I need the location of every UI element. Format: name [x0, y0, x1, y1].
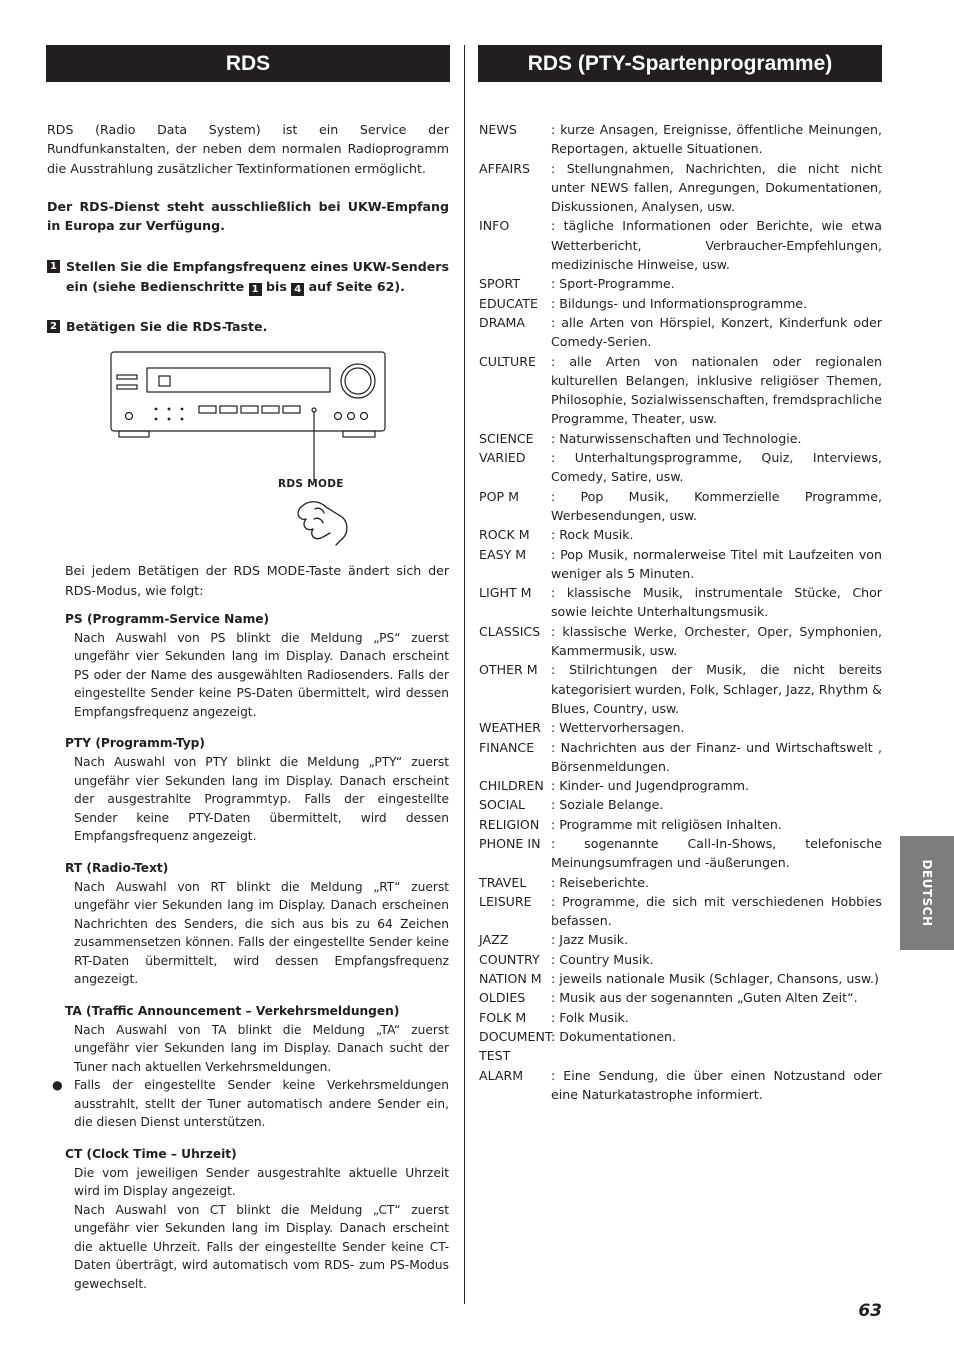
receiver-illustration — [47, 347, 449, 561]
pty-item — [479, 873, 882, 892]
pty-code: TRAVEL — [479, 874, 527, 890]
pty-description: : kurze Ansagen, Ereignisse, öffentliche Meinungen, Reportagen, aktuelle Situationen. — [551, 122, 882, 157]
pty-item — [479, 120, 882, 159]
step-2 — [47, 317, 449, 336]
pty-item — [479, 487, 882, 526]
pty-description: : sogenannte Call-In-Shows, telefonische Meinungsumfragen und -äußerungen. — [551, 835, 882, 871]
pty-item — [479, 1066, 882, 1105]
pty-code: VARIED — [479, 450, 526, 466]
column-divider — [464, 45, 465, 1304]
pty-item — [479, 1027, 882, 1046]
pty-description: : Reiseberichte. — [551, 874, 650, 890]
pty-description: : jeweils nationale Musik (Schlager, Chansons, usw.) — [551, 971, 879, 987]
pty-item — [479, 988, 882, 1007]
receiver-drawing — [47, 347, 449, 561]
intro-paragraph: RDS (Radio Data System) ist ein Service der Rundfunkanstalten, der neben dem normalen Radioprogramm die Ausstrahlung zusätzlicher Textinformationen ermöglicht. — [47, 122, 449, 176]
pty-code: POP M — [479, 488, 519, 504]
hand-icon — [298, 502, 347, 545]
language-tab-label: DEUTSCH — [920, 859, 934, 927]
pty-code: WEATHER — [479, 720, 541, 736]
pty-description: : Programme mit religiösen Inhalten. — [551, 816, 782, 832]
bullet-icon: ● — [52, 1078, 63, 1093]
pty-item — [479, 274, 882, 293]
pty-description — [551, 1046, 882, 1065]
pty-code: OLDIES — [479, 990, 526, 1006]
pty-description: : Country Musik. — [551, 951, 654, 967]
pty-item — [479, 313, 882, 352]
pty-list — [479, 120, 882, 1104]
pty-description: : Folk Musik. — [551, 1009, 629, 1025]
pty-item — [479, 622, 882, 661]
pty-code: ALARM — [479, 1067, 524, 1083]
pty-description: : Naturwissenschaften und Technologie. — [551, 430, 802, 446]
pty-item — [479, 1046, 882, 1065]
pty-item — [479, 1008, 882, 1027]
pty-code: DOCUMENT — [479, 1028, 553, 1044]
step-2-text: Betätigen Sie die RDS-Taste. — [66, 319, 268, 335]
pty-description: : Stilrichtungen der Musik, die nicht bereits kategorisiert wurden, Folk, Schlager, Jazz, Rhythm & Blues, Country, usw. — [551, 662, 882, 716]
pty-code: CHILDREN — [479, 778, 544, 794]
pty-item — [479, 159, 882, 217]
mode-description: Nach Auswahl von PTY blinkt die Meldung „PTY“ zuerst ungefähr vier Sekunden lang im Display. Danach erscheint der ausgestrahlte Programmtyp. Falls der eingestellte Sender keine PTY-Daten übermittelt, wird dessen Empfangsfrequenz angezeigt. — [74, 755, 449, 844]
pty-description: : Jazz Musik. — [551, 932, 629, 948]
pty-description: : Pop Musik, Kommerzielle Programme, Werbesendungen, usw. — [551, 488, 882, 523]
mode-description: Nach Auswahl von TA blinkt die Meldung „TA“ zuerst ungefähr vier Sekunden lang im Display. Danach sucht der Tuner nach aktuellen Verkehrsmeldungen. — [74, 1022, 449, 1074]
pty-description: : Stellungnahmen, Nachrichten, die nicht nicht unter NEWS fallen, Anregungen, Dokumentationen, Diskussionen, Analysen, usw. — [551, 160, 882, 215]
section-title-pty: RDS (PTY-Spartenprogramme) — [478, 45, 882, 82]
pty-code: NATION M — [479, 971, 542, 987]
pty-code: FINANCE — [479, 739, 535, 755]
pty-code: INFO — [479, 218, 510, 234]
pty-code: SOCIAL — [479, 797, 526, 813]
mode-title: PS (Programm-Service Name) — [65, 611, 270, 626]
pty-description: : Pop Musik, normalerweise Titel mit Laufzeiten von weniger als 5 Minuten. — [551, 546, 882, 581]
pty-code: ROCK M — [479, 527, 530, 543]
mode-ct — [65, 1145, 449, 1294]
pty-description: : Kinder- und Jugendprogramm. — [551, 778, 750, 794]
pty-description: : Musik aus der sogenannten „Guten Alten Zeit“. — [551, 990, 858, 1006]
mode-title: CT (Clock Time – Uhrzeit) — [65, 1146, 237, 1161]
pty-code: AFFAIRS — [479, 160, 531, 176]
pty-description: : Eine Sendung, die über einen Notzustand oder eine Naturkatastrophe informiert. — [551, 1067, 882, 1102]
pty-item — [479, 834, 882, 873]
pty-code: OTHER M — [479, 662, 538, 678]
pty-code: NEWS — [479, 122, 517, 137]
pty-code: SCIENCE — [479, 430, 534, 446]
pty-item — [479, 660, 882, 718]
section-title-rds: RDS — [46, 45, 450, 82]
pty-item — [479, 718, 882, 737]
pty-code: CLASSICS — [479, 623, 541, 639]
pty-code: JAZZ — [479, 932, 509, 948]
mode-description: Nach Auswahl von RT blinkt die Meldung „RT“ zuerst ungefähr vier Sekunden lang im Display. Danach erscheinen Nachrichten des Senders, die sich aus bis zu 64 Zeichen zusammensetzen können. Falls der eingestellte Sender keine RT-Daten übermittelt, wird dessen Empfangsfrequenz angezeigt. — [74, 879, 449, 987]
pty-description: : Soziale Belange. — [551, 797, 664, 813]
pty-item — [479, 930, 882, 949]
bullet-note — [52, 1076, 449, 1132]
pty-description: : Dokumentationen. — [551, 1028, 677, 1044]
step-number: 1 — [47, 260, 60, 273]
pty-item — [479, 545, 882, 584]
pty-code: DRAMA — [479, 314, 526, 330]
bullet-text: Falls der eingestellte Sender keine Verkehrsmeldungen ausstrahlt, stellt der Tuner automatisch andere Sender ein, die diesen Dienst unterstützen. — [74, 1078, 449, 1130]
rds-mode-label: RDS MODE — [278, 478, 344, 491]
pty-item — [479, 892, 882, 931]
pty-item — [479, 352, 882, 429]
pty-description: : tägliche Informationen oder Berichte, wie etwa Wetterbericht, Verbraucher-Empfehlungen, medizinische Hinweise, usw. — [551, 218, 882, 273]
pty-item — [479, 815, 882, 834]
pty-description: : alle Arten von nationalen oder regionalen kulturellen Belangen, inklusive religiöser Themen, Philosophie, Sozialwissenschaften, fremdsprachliche Programme, Theater, usw. — [551, 353, 882, 427]
pty-code: SPORT — [479, 276, 521, 292]
modes-intro: Bei jedem Betätigen der RDS MODE-Taste ändert sich der RDS-Modus, wie folgt: — [65, 563, 449, 598]
pty-description: : Sport-Programme. — [551, 276, 675, 292]
pty-item — [479, 429, 882, 448]
mode-title: RT (Radio-Text) — [65, 860, 169, 875]
pty-description: : Nachrichten aus der Finanz- und Wirtschaftswelt , Börsenmeldungen. — [551, 739, 882, 774]
pty-item — [479, 738, 882, 777]
mode-title: TA (Traffic Announcement – Verkehrsmeldungen) — [65, 1003, 400, 1018]
mode-description: Die vom jeweiligen Sender ausgestrahlte aktuelle Uhrzeit wird im Display angezeigt. — [74, 1165, 449, 1199]
pty-item — [479, 294, 882, 313]
pty-item — [479, 969, 882, 988]
page-number: 63 — [858, 1301, 882, 1321]
pty-code: TEST — [479, 1048, 511, 1064]
step-ref-badge: 1 — [249, 283, 262, 296]
pty-code: FOLK M — [479, 1009, 527, 1025]
pty-item — [479, 525, 882, 544]
mode-pty — [65, 734, 449, 846]
pty-code: LEISURE — [479, 893, 532, 909]
mode-ps — [65, 610, 449, 722]
pty-code: PHONE IN — [479, 835, 541, 851]
pty-description: : klassische Werke, Orchester, Oper, Symphonien, Kammermusik, usw. — [551, 623, 882, 659]
mode-description: Nach Auswahl von PS blinkt die Meldung „PS“ zuerst ungefähr vier Sekunden lang im Display. Danach erscheint PS oder der Name des ausgewählten Radiosenders. Falls der eingestellte Sender keine PS-Daten übermittelt, wird dessen Empfangsfrequenz angezeigt. — [74, 630, 449, 719]
pty-description: : Bildungs- und Informationsprogramme. — [551, 295, 808, 311]
mode-rt — [65, 859, 449, 989]
pty-description: : Programme, die sich mit verschiedenen Hobbies befassen. — [551, 893, 882, 929]
language-tab — [900, 836, 954, 950]
pty-code: LIGHT M — [479, 585, 532, 601]
left-column — [47, 120, 449, 1306]
mode-description-2: Nach Auswahl von CT blinkt die Meldung „CT“ zuerst ungefähr vier Sekunden lang im Display. Danach erscheint die aktuelle Uhrzeit. Falls der eingestellte Sender keine CT-Daten überträgt, wird automatisch vom RDS- zum PS-Modus gewechselt. — [74, 1202, 449, 1291]
pty-code: EDUCATE — [479, 295, 538, 311]
pty-item — [479, 950, 882, 969]
step-1-text: Stellen Sie die Empfangsfrequenz eines UKW-Senders ein (siehe Bedienschritte 1 bis 4 auf Seite 62). — [66, 259, 449, 295]
pty-description: : Unterhaltungsprogramme, Quiz, Interviews, Comedy, Satire, usw. — [551, 450, 882, 485]
step-ref-badge: 4 — [291, 283, 304, 296]
pty-item — [479, 776, 882, 795]
pty-code: RELIGION — [479, 816, 540, 832]
step-number: 2 — [47, 320, 60, 333]
pty-description: : klassische Musik, instrumentale Stücke, Chor sowie leichte Unterhaltungsmusik. — [551, 585, 882, 620]
pty-item — [479, 448, 882, 487]
pty-code: EASY M — [479, 546, 527, 562]
pty-item — [479, 216, 882, 274]
mode-title: PTY (Programm-Typ) — [65, 736, 205, 751]
pty-description: : Rock Musik. — [551, 527, 634, 543]
pty-item — [479, 583, 882, 622]
pty-code: CULTURE — [479, 353, 536, 369]
bold-note: Der RDS-Dienst steht ausschließlich bei UKW-Empfang in Europa zur Verfügung. — [47, 198, 449, 234]
pty-item — [479, 795, 882, 814]
step-1 — [47, 257, 449, 296]
pty-description: : Wettervorhersagen. — [551, 720, 685, 736]
pty-code: COUNTRY — [479, 951, 540, 967]
mode-ta — [52, 1002, 449, 1132]
pty-description: : alle Arten von Hörspiel, Konzert, Kinderfunk oder Comedy-Serien. — [551, 314, 882, 350]
